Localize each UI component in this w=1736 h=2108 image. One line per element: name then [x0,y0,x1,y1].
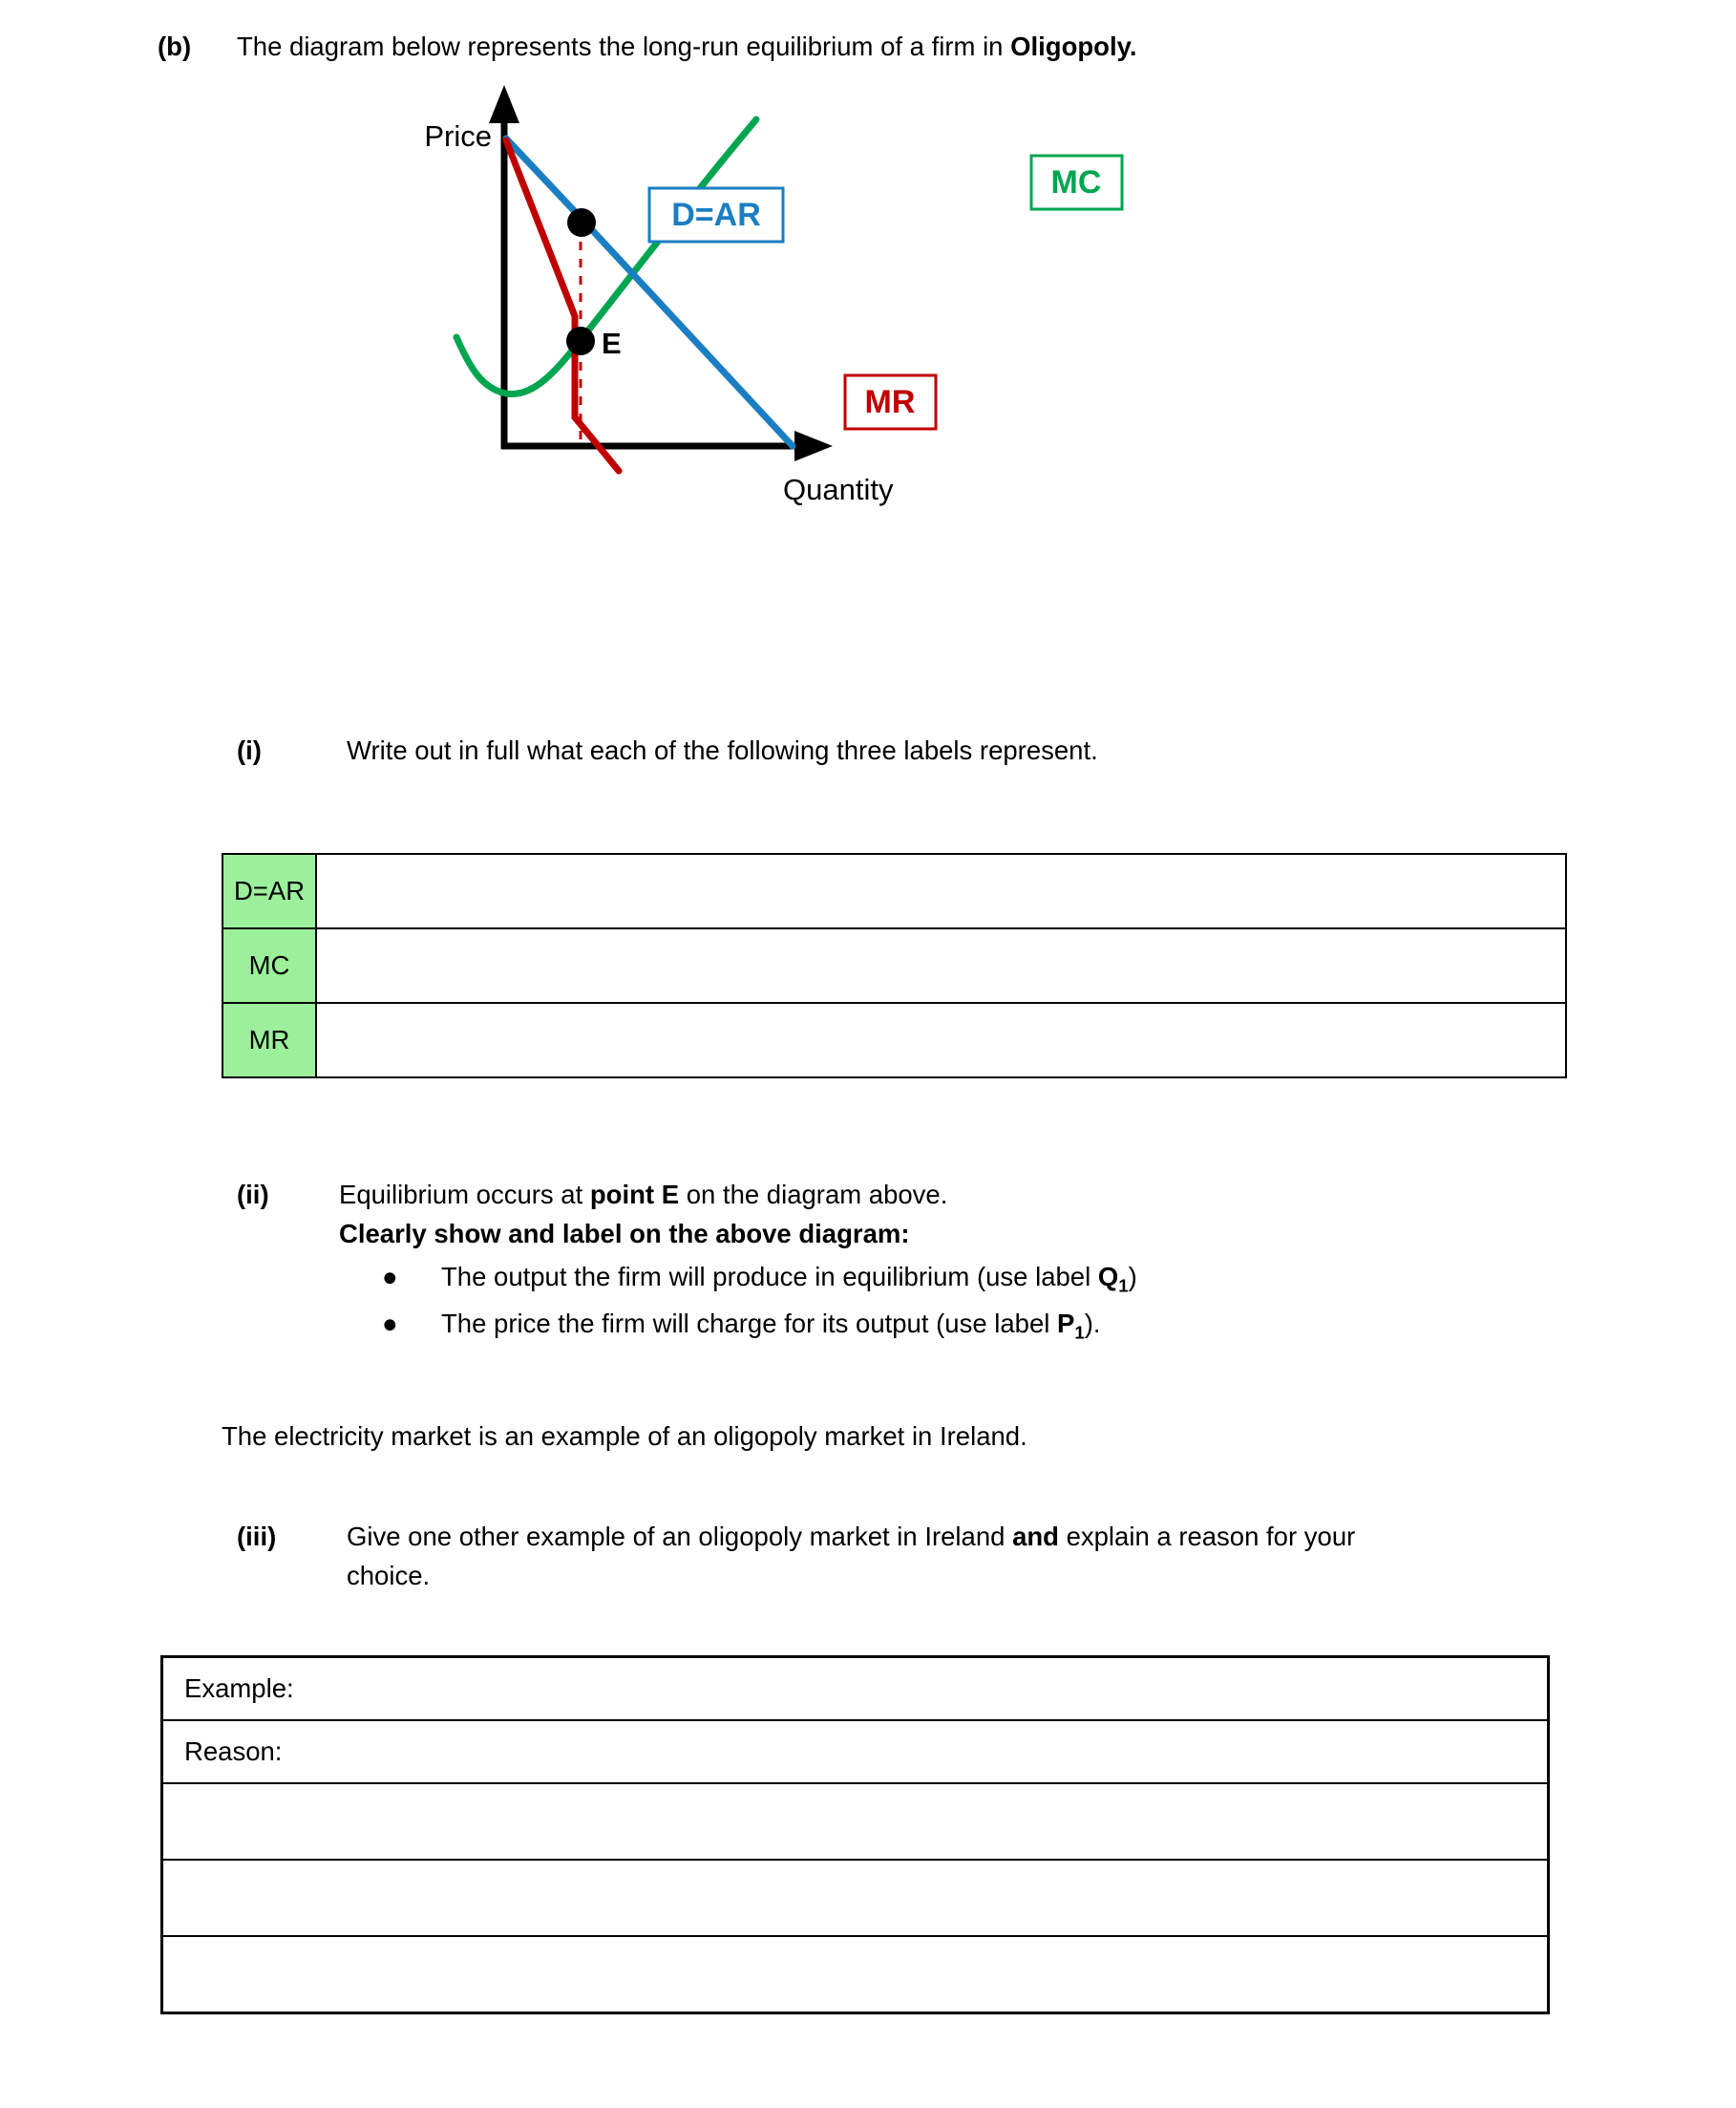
part-b-stem-plain: The diagram below represents the long-run equilibrium of a firm in [237,32,1011,61]
part-b-marker: (b) [158,32,192,61]
mc-label-box [1031,156,1122,209]
question-i-text: Write out in full what each of the following three labels represent. [347,735,1098,765]
electricity-market-statement: The electricity market is an example of an oligopoly market in Ireland. [222,1421,1027,1451]
bullet-price-text: The price the firm will charge for its output (use label [441,1309,1058,1338]
answer-row-blank-3[interactable] [162,1936,1549,2013]
answer-row-example[interactable]: Example: [162,1657,1549,1721]
kink-point-dot [567,208,596,237]
question-ii-marker: (ii) [237,1180,269,1209]
table-row [162,1860,1549,1936]
table-row [222,1003,1566,1077]
bullet-output-post: ) [1128,1262,1137,1291]
oligopoly-diagram [363,81,1222,511]
equilibrium-point-dot [566,327,595,355]
label-key-cell-mc: MC [222,928,316,1003]
bullet-dot-icon: ● [382,1262,398,1291]
demand-ar-upper-segment [506,138,582,220]
bullet-price-post: ). [1084,1309,1101,1338]
labels-answer-table [222,853,1567,1078]
question-ii-bullet-price [382,1304,1101,1352]
question-iii-line1-pre: Give one other example of an oligopoly market in Ireland [347,1522,1013,1551]
bullet-price-label-base: P [1057,1309,1075,1338]
label-answer-cell-mc[interactable] [316,928,1566,1003]
label-answer-cell-dar[interactable] [316,854,1566,928]
answer-row-blank-1[interactable] [162,1783,1549,1860]
bullet-output-label-base: Q [1097,1262,1119,1291]
question-iii-line2: choice. [347,1561,431,1590]
equilibrium-label: E [602,327,622,360]
bullet-output-text: The output the firm will produce in equilibrium (use label [441,1262,1098,1291]
example-reason-answer-table [160,1655,1550,2014]
bullet-dot-icon: ● [382,1309,398,1338]
part-b-stem-bold: Oligopoly. [1010,32,1137,61]
question-ii-line1-pre: Equilibrium occurs at [339,1180,590,1209]
label-key-cell-mr: MR [222,1003,316,1077]
table-row [162,1720,1549,1783]
x-axis-label: Quantity [783,473,894,506]
question-iii-line1 [347,1517,1355,1556]
table-row [162,1783,1549,1860]
part-b-stem [237,27,1137,66]
svg-text:MC: MC [1050,164,1102,201]
table-row [222,854,1566,928]
mr-curve [506,140,619,471]
question-ii-line2: Clearly show and label on the above diagram: [339,1219,910,1248]
question-iii-marker: (iii) [237,1522,277,1551]
label-answer-cell-mr[interactable] [316,1003,1566,1077]
answer-row-reason[interactable]: Reason: [162,1720,1549,1783]
y-axis-label: Price [424,119,492,153]
question-iii-line1-post: explain a reason for your [1058,1522,1356,1551]
table-row [162,1936,1549,2013]
question-ii-line1-bold: point E [589,1180,680,1209]
svg-text:D=AR: D=AR [671,197,761,233]
bullet-output-label-sub: 1 [1118,1275,1129,1296]
question-ii-line1-post: on the diagram above. [679,1180,948,1209]
svg-text:MR: MR [864,384,916,420]
label-key-cell-dar: D=AR [222,854,316,928]
question-i-marker: (i) [237,735,262,765]
answer-row-blank-2[interactable] [162,1860,1549,1936]
table-row [162,1657,1549,1721]
question-ii-bullet-output [382,1257,1137,1306]
table-row [222,928,1566,1003]
bullet-price-label-sub: 1 [1074,1322,1085,1343]
question-ii-line1 [339,1175,947,1214]
question-iii-line1-bold: and [1012,1522,1059,1551]
demand-ar-label-box [649,188,783,242]
mr-label-box [845,375,936,429]
